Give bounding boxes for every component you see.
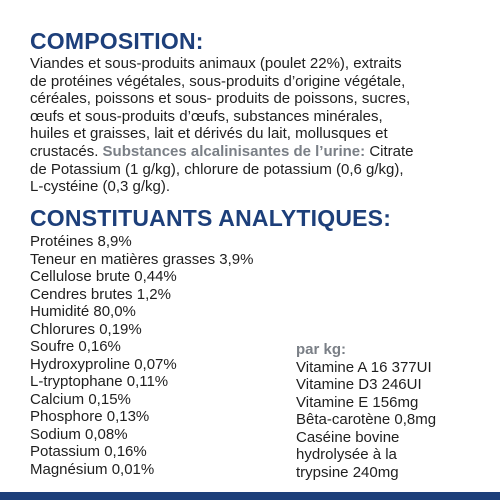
constituent-item: Protéines 8,9% bbox=[30, 233, 132, 250]
composition-line: céréales, poissons et sous- produits de poissons, sucres, bbox=[30, 90, 411, 108]
composition-line-start: crustacés. bbox=[30, 142, 99, 160]
constituent-item: Calcium 0,15% bbox=[30, 390, 131, 408]
constituent-item: Hydroxyproline 0,07% bbox=[30, 355, 177, 373]
composition-heading: COMPOSITION: bbox=[30, 28, 204, 54]
composition-text bbox=[30, 55, 480, 196]
constituent-item: Cendres brutes 1,2% bbox=[30, 285, 171, 303]
constituent-item: Teneur en matières grasses 3,9% bbox=[30, 250, 254, 268]
additive-item: Vitamine E 156mg bbox=[296, 393, 419, 411]
constituents-list bbox=[30, 233, 253, 478]
composition-line bbox=[30, 143, 480, 161]
per-kg-list bbox=[296, 341, 436, 481]
constituent-item: L-tryptophane 0,11% bbox=[30, 373, 169, 390]
composition-line: de protéines végétales, sous-produits d’origine végétale, bbox=[30, 72, 406, 90]
additive-item: trypsine 240mg bbox=[296, 463, 399, 481]
alkalinizing-substances-label: Substances alcalinisantes de l’urine: bbox=[102, 142, 366, 160]
composition-line: œufs et sous-produits d’œufs, substances minérales, bbox=[30, 107, 383, 125]
constituent-item: Sodium 0,08% bbox=[30, 425, 128, 443]
bottom-accent-bar bbox=[0, 492, 500, 500]
composition-line: Viandes et sous-produits animaux (poulet 22%), extraits bbox=[30, 55, 402, 72]
constituent-item: Soufre 0,16% bbox=[30, 338, 121, 355]
constituent-item: Humidité 80,0% bbox=[30, 303, 136, 320]
analytical-constituents-heading: CONSTITUANTS ANALYTIQUES: bbox=[30, 205, 392, 231]
additive-item: hydrolysée à la bbox=[296, 446, 397, 463]
composition-line-end: Citrate bbox=[369, 142, 414, 160]
composition-line: de Potassium (1 g/kg), chlorure de potassium (0,6 g/kg), bbox=[30, 160, 404, 178]
per-kg-heading: par kg: bbox=[296, 341, 347, 358]
constituent-item: Potassium 0,16% bbox=[30, 443, 147, 460]
additive-item: Vitamine A 16 377UI bbox=[296, 358, 432, 376]
composition-line: L-cystéine (0,3 g/kg). bbox=[30, 178, 171, 196]
additive-item: Vitamine D3 246UI bbox=[296, 376, 422, 393]
constituent-item: Phosphore 0,13% bbox=[30, 408, 150, 425]
additive-item: Caséine bovine bbox=[296, 428, 400, 446]
constituent-item: Cellulose brute 0,44% bbox=[30, 268, 177, 285]
additive-item: Bêta-carotène 0,8mg bbox=[296, 411, 437, 428]
constituent-item: Chlorures 0,19% bbox=[30, 320, 142, 338]
constituent-item: Magnésium 0,01% bbox=[30, 460, 155, 478]
composition-line: huiles et graisses, lait et dérivés du lait, mollusques et bbox=[30, 125, 388, 143]
